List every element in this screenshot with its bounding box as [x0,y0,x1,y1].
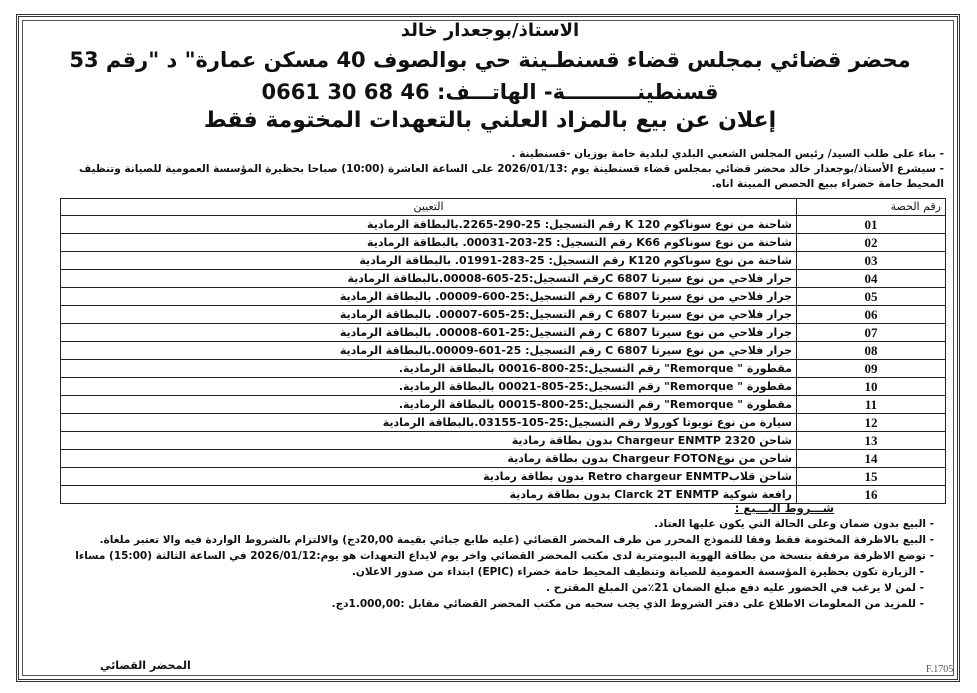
condition-item: - لمن لا يرغب في الحضور عليه دفع مبلغ الضمان 21٪من المبلغ المقترح . [546,582,924,594]
condition-item: - الزيارة تكون بحظيرة المؤسسة العمومية للصيانة وتنظيف المحيط حامة خضراء (EPIC) ابتداء من صدور الاعلان. [351,566,924,578]
reference-code: F.1705 [926,664,954,675]
intro-paragraph: - سيشرع الأستاذ/بوجعدار خالد محضر قضائي بمجلس قضاء قسنطينة يوم :2026/01/13 على الساعة العاشرة (10:00) صباحا بحظيرة المؤسسة العمومية للصيانة وتنظيف المحيط حامة خضراء ببيع الحصص المبينة اناه. [79,163,944,190]
lot-description: مقطورة " Remorque" رقم التسجيل:25-800-00016 بالبطاقة الرمادية. [61,360,797,378]
table-row [61,450,946,468]
lot-description: شاحن Chargeur ENMTP 2320 بدون بطاقة رمادية [61,432,797,450]
lot-number: 03 [797,252,946,270]
table-row [61,270,946,288]
condition-item: - للمزيد من المعلومات الاطلاع على دفتر الشروط الذي يجب سحبه من مكتب المحضر القضائي مقابل :1.000,00دج. [331,598,924,610]
lot-number: 14 [797,450,946,468]
lot-description: جرار فلاحي من نوع سيرتا C 6807 رقم التسجيل:25-605-00007. بالبطاقة الرمادية [61,306,797,324]
lot-description: سيارة من نوع تويوتا كورولا رقم التسجيل:25-105-03155.بالبطاقة الرمادية [61,414,797,432]
signature-label: المحضر القضائي [100,659,191,672]
lot-description: جرار فلاحي من نوع سيرتا C 6807 رقم التسجيل:25-601-00008. بالبطاقة الرمادية [61,324,797,342]
lot-number: 16 [797,486,946,504]
lot-number: 05 [797,288,946,306]
conditions-title: شـــروط البـــيع : [734,501,834,515]
lot-description: رافعة شوكية Clarck 2T ENMTP بدون بطاقة رمادية [61,486,797,504]
table-header-row [61,199,946,216]
announcement-title: إعلان عن بيع بالمزاد العلني بالتعهدات المختومة فقط [203,108,777,133]
condition-item: - البيع بالاظرفة المختومة فقط وفقا للنموذج المحرر من طرف المحضر القضائي (عليه طابع جبائي بقيمة 20,00دج) والالتزام بالشروط الواردة فيه والا تعتبر ملغاة. [99,534,934,546]
lot-description: شاحنة من نوع سوناكوم K120 رقم التسجيل: 25-283-01991. بالبطاقة الرمادية [61,252,797,270]
table-row [61,234,946,252]
intro-paragraph: - بناء على طلب السيد/ رئيس المجلس الشعبي البلدي لبلدية حامة بوزيان -قسنطينة . [511,148,944,160]
lot-number: 02 [797,234,946,252]
condition-item: - توضع الاظرفة مرفقة بنسخة من بطاقة الهوية البيومترية لدى مكتب المحضر القضائي واخر يوم لايداع التعهدات هو يوم:2026/01/12 في الساعة الثالثة (15:00) مساءا [75,550,934,562]
lot-number: 11 [797,396,946,414]
sale-conditions [40,500,944,612]
lot-number: 07 [797,324,946,342]
table-row [61,360,946,378]
lot-description: شاحنة من نوع سوناكوم K66 رقم التسجيل: 25-203-00031. بالبطاقة الرمادية [61,234,797,252]
table-row [61,216,946,234]
intro-section [40,147,944,192]
bailiff-address: محضر قضائي بمجلس قضاء قسنطـينة حي بوالصوف 40 مسكن عمارة" د "رقم 53 [69,48,911,72]
lot-number: 04 [797,270,946,288]
lot-number: 15 [797,468,946,486]
lot-number: 06 [797,306,946,324]
bailiff-phone: قسنطينــــــــــة- الهاتـــف: 46 68 30 0661 [261,80,719,104]
column-header-description: التعيين [61,199,797,216]
lot-number: 13 [797,432,946,450]
table-row [61,378,946,396]
lot-number: 10 [797,378,946,396]
lot-description: مقطورة " Remorque" رقم التسجيل:25-805-00021 بالبطاقة الرمادية. [61,378,797,396]
table-row [61,306,946,324]
lot-description: شاحن من نوعChargeur FOTON بدون بطاقة رمادية [61,450,797,468]
lot-description: مقطورة " Remorque" رقم التسجيل:25-800-00015 بالبطاقة الرمادية. [61,396,797,414]
condition-item: - البيع بدون ضمان وعلى الحالة التي يكون عليها العتاد. [654,518,934,530]
table-row [61,324,946,342]
table-row [61,396,946,414]
lot-number: 09 [797,360,946,378]
table-row [61,414,946,432]
lot-description: شاحنة من نوع سوناكوم K 120 رقم التسجيل: 25-290-2265.بالبطاقة الرمادية [61,216,797,234]
table-row [61,468,946,486]
lot-number: 01 [797,216,946,234]
lot-number: 12 [797,414,946,432]
table-row [61,288,946,306]
lot-description: جرار فلاحي من نوع سيرتا C 6807 رقم التسجيل: 25-601-00009.بالبطاقة الرمادية [61,342,797,360]
lots-table [60,198,946,504]
table-row [61,252,946,270]
lot-description: شاحن قلابRetro chargeur ENMTP بدون بطاقة رمادية [61,468,797,486]
column-header-lot-number: رقم الحصة [797,199,946,216]
lot-description: جرار فلاحي من نوع سيرتا C 6807رقم التسجيل:25-605-00008.بالبطاقة الرمادية [61,270,797,288]
table-row [61,342,946,360]
lot-number: 08 [797,342,946,360]
bailiff-name: الاستاذ/بوجعدار خالد [400,20,580,41]
table-row [61,432,946,450]
lot-description: جرار فلاحي من نوع سيرتا C 6807 رقم التسجيل:25-600-00009. بالبطاقة الرمادية [61,288,797,306]
